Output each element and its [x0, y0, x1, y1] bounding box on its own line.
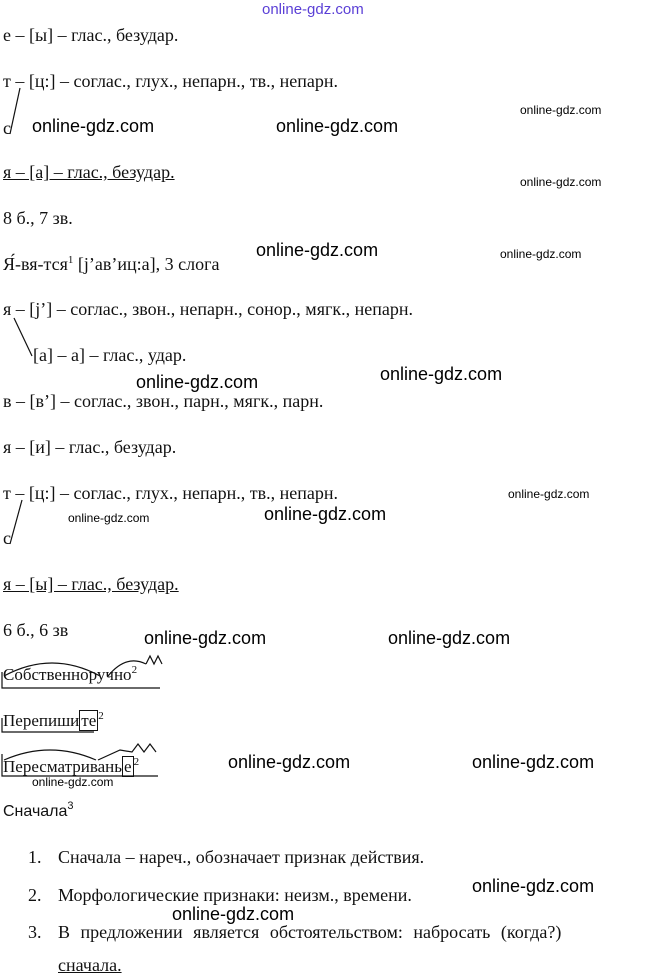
- list-number: 1.: [28, 847, 42, 867]
- list-item: [28, 846, 424, 868]
- watermark: online-gdz.com: [520, 175, 602, 189]
- footnote-mark: 2: [131, 664, 138, 676]
- transcription: [j’ав’иц:а], 3 слога: [73, 254, 220, 274]
- morph-word-2-base: Перепиши: [3, 711, 80, 730]
- list-text: Сначала – нареч., обозначает признак действия.: [58, 847, 425, 867]
- footnote-mark: 2: [98, 710, 104, 722]
- watermark: online-gdz.com: [380, 364, 503, 384]
- list-number: 2.: [28, 885, 42, 905]
- watermark: online-gdz.com: [264, 504, 387, 524]
- suffix-zigzag: [146, 656, 162, 664]
- watermark-top: online-gdz.com: [262, 1, 364, 18]
- watermark: online-gdz.com: [144, 628, 267, 648]
- watermark: online-gdz.com: [388, 628, 511, 648]
- syllable-split: Я́-вя-тся: [3, 254, 68, 274]
- list-item: [28, 921, 561, 943]
- phonetic-line-t1: т – [ц:] – соглас., глух., непарн., тв., непарн.: [3, 71, 338, 91]
- watermark: online-gdz.com: [172, 904, 295, 924]
- watermark: online-gdz.com: [520, 103, 602, 117]
- phonetic-line-v: в – [в’] – соглас., звон., парн., мягк., парн.: [3, 391, 324, 411]
- watermark: online-gdz.com: [32, 775, 114, 789]
- footnote-mark: 2: [133, 756, 140, 768]
- watermark: online-gdz.com: [136, 372, 259, 392]
- phonetic-line-ya2: я – [и] – глас., безудар.: [3, 437, 177, 457]
- watermark: online-gdz.com: [68, 511, 150, 525]
- list-text: Морфологические признаки: неизм., времени.: [58, 885, 412, 905]
- ending-box: е: [124, 757, 132, 776]
- connector-line: [10, 500, 22, 544]
- transcription-line: [3, 253, 219, 275]
- watermark: online-gdz.com: [472, 752, 595, 772]
- phonetic-line-ya-j: я – [j’] – соглас., звон., непарн., сонор., мягк., непарн.: [3, 299, 413, 319]
- watermark: online-gdz.com: [32, 116, 155, 136]
- phonetic-line-t2: т – [ц:] – соглас., глух., непарн., тв., непарн.: [3, 483, 338, 503]
- phonetic-line-e: е – [ы] – глас., безудар.: [3, 25, 179, 45]
- morph-word-1-text: Собственноручно: [3, 665, 132, 684]
- morph-word-3-base: Пересматривань: [3, 757, 123, 776]
- watermark: online-gdz.com: [256, 240, 379, 260]
- ending-box: те: [81, 711, 97, 730]
- watermark: online-gdz.com: [508, 487, 590, 501]
- phonetic-letter-s2: с: [3, 528, 11, 548]
- phonetic-line-ya3: я – [ы] – глас., безудар.: [3, 574, 179, 594]
- letters-sounds-count-2: 6 б., 6 зв: [3, 620, 69, 640]
- watermark: online-gdz.com: [472, 876, 595, 896]
- phonetic-letter-s1: с: [3, 118, 11, 138]
- phonetic-line-a: [а] – а] – глас., удар.: [33, 345, 187, 365]
- morph-word-4-text: Сначала: [3, 803, 68, 820]
- footnote-mark: 1: [67, 254, 74, 266]
- list-item: [58, 954, 122, 976]
- list-number: 3.: [28, 922, 42, 942]
- footnote-mark: 3: [67, 800, 74, 812]
- list-text: сначала.: [58, 955, 122, 975]
- phonetic-line-ya1: я – [а] – глас., безудар.: [3, 162, 175, 182]
- list-text: В предложении является обстоятельством: набросать (когда?): [58, 922, 562, 942]
- connector-line: [14, 318, 32, 356]
- morph-word-2: [3, 710, 104, 732]
- morph-word-4: [3, 801, 74, 823]
- watermark: online-gdz.com: [276, 116, 399, 136]
- list-item: [28, 884, 412, 906]
- morph-word-1: [3, 664, 137, 686]
- watermark: online-gdz.com: [228, 752, 351, 772]
- connector-line: [10, 88, 20, 134]
- letters-sounds-count-1: 8 б., 7 зв.: [3, 208, 73, 228]
- watermark: online-gdz.com: [500, 247, 582, 261]
